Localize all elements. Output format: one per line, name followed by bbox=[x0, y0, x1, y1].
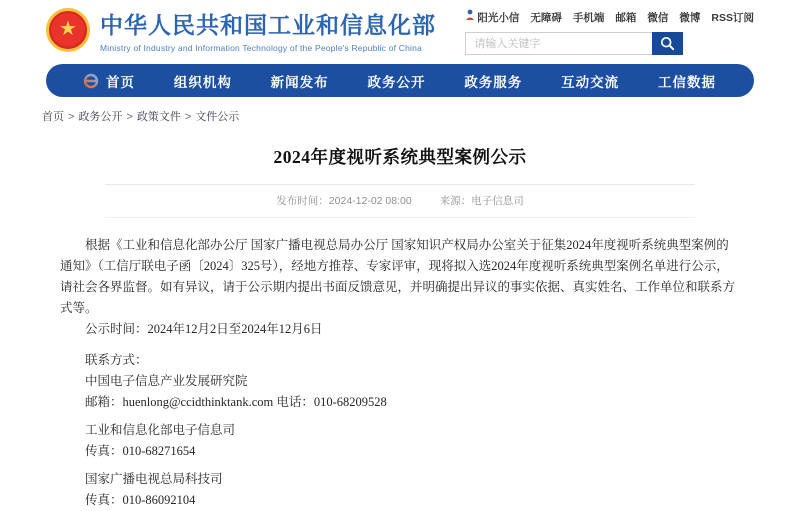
article-source: 来源：电子信息司 bbox=[439, 195, 524, 207]
miit-e-logo-icon bbox=[82, 72, 100, 90]
nav-item-gov-disclosure[interactable]: 政务公开 bbox=[367, 74, 426, 90]
breadcrumb-gov-disclosure[interactable]: 政务公开 bbox=[78, 111, 123, 123]
site-header bbox=[0, 0, 800, 55]
link-wechat[interactable]: 微信 bbox=[647, 11, 669, 24]
breadcrumb-file-publicity[interactable]: 文件公示 bbox=[195, 111, 240, 123]
publish-time: 发布时间：2024-12-02 08:00 bbox=[276, 195, 412, 207]
breadcrumb bbox=[42, 108, 754, 124]
paragraph-ccid-contact: 邮箱：huenlong@ccidthinktank.com 电话：010-68209528 bbox=[85, 395, 387, 409]
nav-item-interaction[interactable]: 互动交流 bbox=[561, 74, 620, 90]
search-icon bbox=[660, 36, 675, 51]
paragraph-nrta-fax: 传真：010-86092104 bbox=[85, 493, 196, 507]
nav-item-gov-services[interactable]: 政务服务 bbox=[464, 74, 523, 90]
breadcrumb-home[interactable]: 首页 bbox=[42, 111, 64, 123]
paragraph-contact-label: 联系方式： bbox=[85, 353, 148, 367]
national-emblem-icon: ★ bbox=[46, 8, 90, 52]
top-links bbox=[465, 9, 754, 25]
nav-item-organization[interactable]: 组织机构 bbox=[173, 74, 232, 90]
site-brand bbox=[46, 7, 436, 53]
article-meta bbox=[105, 184, 695, 218]
link-yangguang-xiaoxin[interactable]: 阳光小信 bbox=[465, 9, 519, 25]
paragraph-intro: 根据《工业和信息化部办公厅 国家广播电视总局办公厅 国家知识产权局办公室关于征集2024年度视听系统典型案例的通知》（工信厅联电子函〔2024〕325号），经地方推荐、专家评审，现将拟入选2024年度视听系统典型案例名单进行公示，请社会各界监督。如有异议，请于公示期内提出书面反馈意见，并明确提出异议的事实依据、真实姓名、工作单位和联系方式等。 bbox=[60, 238, 736, 315]
link-accessibility[interactable]: 无障碍 bbox=[530, 11, 562, 24]
header-utilities bbox=[465, 7, 754, 55]
paragraph-ccid-name: 中国电子信息产业发展研究院 bbox=[85, 374, 248, 388]
paragraph-miit-dept: 工业和信息化部电子信息司 bbox=[85, 423, 236, 437]
breadcrumb-separator: > bbox=[68, 111, 75, 123]
link-rss[interactable]: RSS订阅 bbox=[711, 11, 754, 24]
breadcrumb-separator: > bbox=[184, 111, 192, 123]
search-bar bbox=[465, 32, 683, 55]
paragraph-miit-fax: 传真：010-68271654 bbox=[85, 444, 196, 458]
site-title: 中华人民共和国工业和信息化部 bbox=[100, 12, 436, 38]
search-input[interactable] bbox=[465, 32, 652, 55]
nav-item-news[interactable]: 新闻发布 bbox=[270, 74, 329, 90]
nav-item-home[interactable]: 首页 bbox=[106, 74, 135, 90]
link-weibo[interactable]: 微博 bbox=[679, 11, 701, 24]
breadcrumb-policy-files[interactable]: 政策文件 bbox=[136, 111, 181, 123]
search-button[interactable] bbox=[652, 32, 683, 55]
site-subtitle: Ministry of Industry and Information Technology of the People's Republic of China bbox=[100, 43, 422, 53]
nav-item-miit-data[interactable]: 工信数据 bbox=[657, 74, 716, 90]
main-nav bbox=[46, 64, 754, 97]
article-title: 2024年度视听系统典型案例公示 bbox=[273, 147, 527, 167]
article bbox=[60, 144, 740, 511]
article-body bbox=[60, 235, 740, 511]
paragraph-nrta-dept: 国家广播电视总局科技司 bbox=[85, 472, 223, 486]
link-mobile[interactable]: 手机端 bbox=[572, 11, 605, 24]
breadcrumb-separator: > bbox=[126, 111, 133, 123]
paragraph-publicity-period: 公示时间：2024年12月2日至2024年12月6日 bbox=[85, 322, 323, 336]
link-mail[interactable]: 邮箱 bbox=[615, 11, 637, 24]
person-icon bbox=[465, 9, 475, 21]
